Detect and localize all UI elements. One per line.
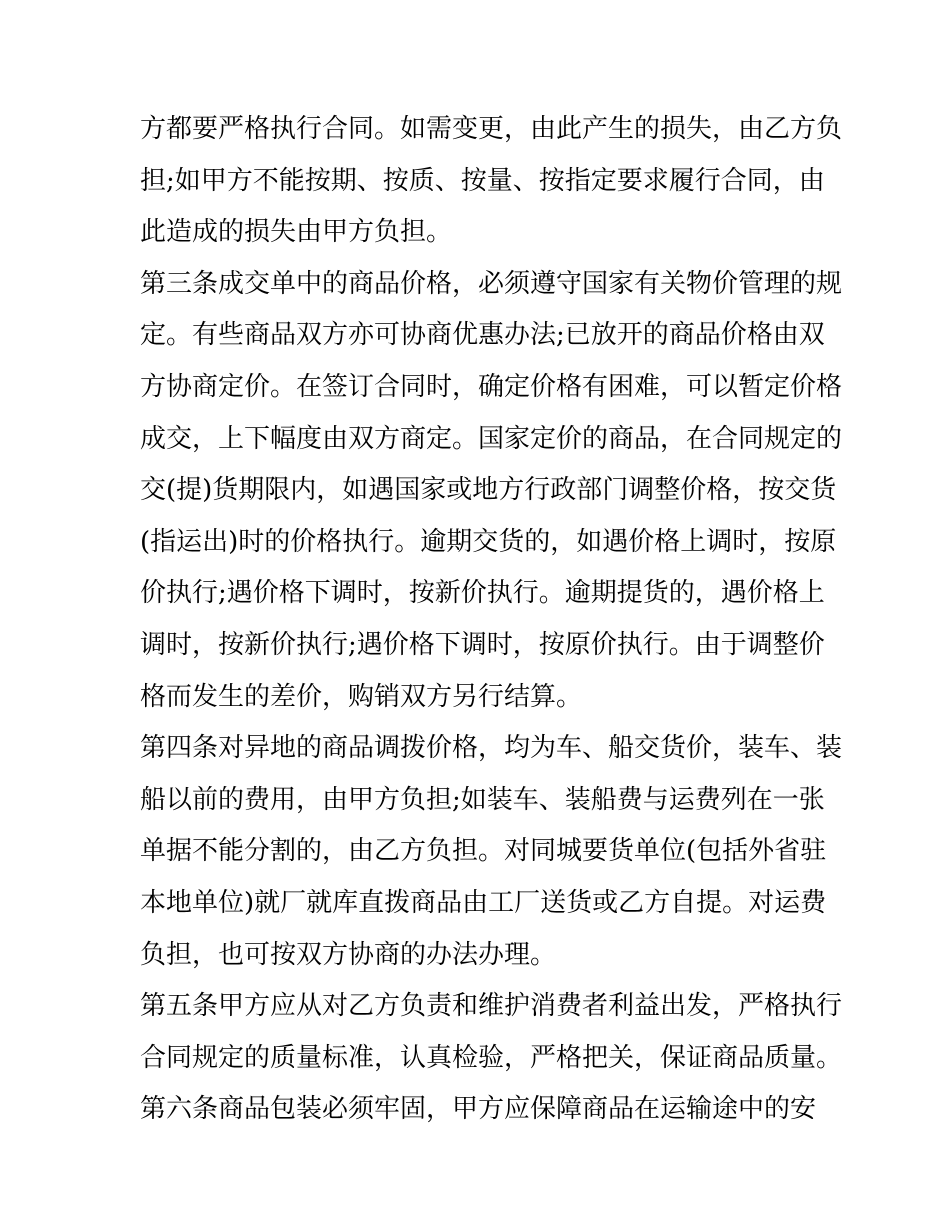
text-line: 第三条成交单中的商品价格，必须遵守国家有关物价管理的规 bbox=[140, 268, 843, 299]
text-line: 船以前的费用，由甲方负担;如装车、装船费与运费列在一张 bbox=[140, 784, 825, 815]
text-line: (指运出)时的价格执行。逾期交货的，如遇价格上调时，按原 bbox=[140, 526, 837, 557]
text-line: 方协商定价。在签订合同时，确定价格有困难，可以暂定价格 bbox=[140, 371, 843, 402]
text-line: 格而发生的差价，购销双方另行结算。 bbox=[140, 681, 583, 712]
contract-text-block bbox=[140, 104, 843, 1136]
text-line: 第六条商品包装必须牢固，甲方应保障商品在运输途中的安 bbox=[140, 1094, 817, 1125]
text-line: 单据不能分割的，由乙方负担。对同城要货单位(包括外省驻 bbox=[140, 836, 827, 867]
text-line: 负担，也可按双方协商的办法办理。 bbox=[140, 939, 557, 970]
text-line: 担;如甲方不能按期、按质、按量、按指定要求履行合同，由 bbox=[140, 165, 825, 196]
text-line: 价执行;遇价格下调时，按新价执行。逾期提货的，遇价格上 bbox=[140, 578, 825, 609]
text-line: 本地单位)就厂就库直拨商品由工厂送货或乙方自提。对运费 bbox=[140, 887, 827, 918]
text-line: 合同规定的质量标准，认真检验，严格把关，保证商品质量。 bbox=[140, 1042, 843, 1073]
text-line: 第四条对异地的商品调拨价格，均为车、船交货价，装车、装 bbox=[140, 733, 843, 764]
text-line: 此造成的损失由甲方负担。 bbox=[140, 217, 453, 248]
text-line: 交(提)货期限内，如遇国家或地方行政部门调整价格，按交货 bbox=[140, 475, 837, 506]
text-line: 第五条甲方应从对乙方负责和维护消费者利益出发，严格执行 bbox=[140, 991, 843, 1022]
text-line: 调时，按新价执行;遇价格下调时，按原价执行。由于调整价 bbox=[140, 629, 825, 660]
text-line: 定。有些商品双方亦可协商优惠办法;已放开的商品价格由双 bbox=[140, 320, 825, 351]
text-line: 方都要严格执行合同。如需变更，由此产生的损失，由乙方负 bbox=[140, 114, 843, 144]
text-line: 成交，上下幅度由双方商定。国家定价的商品，在合同规定的 bbox=[140, 423, 843, 454]
